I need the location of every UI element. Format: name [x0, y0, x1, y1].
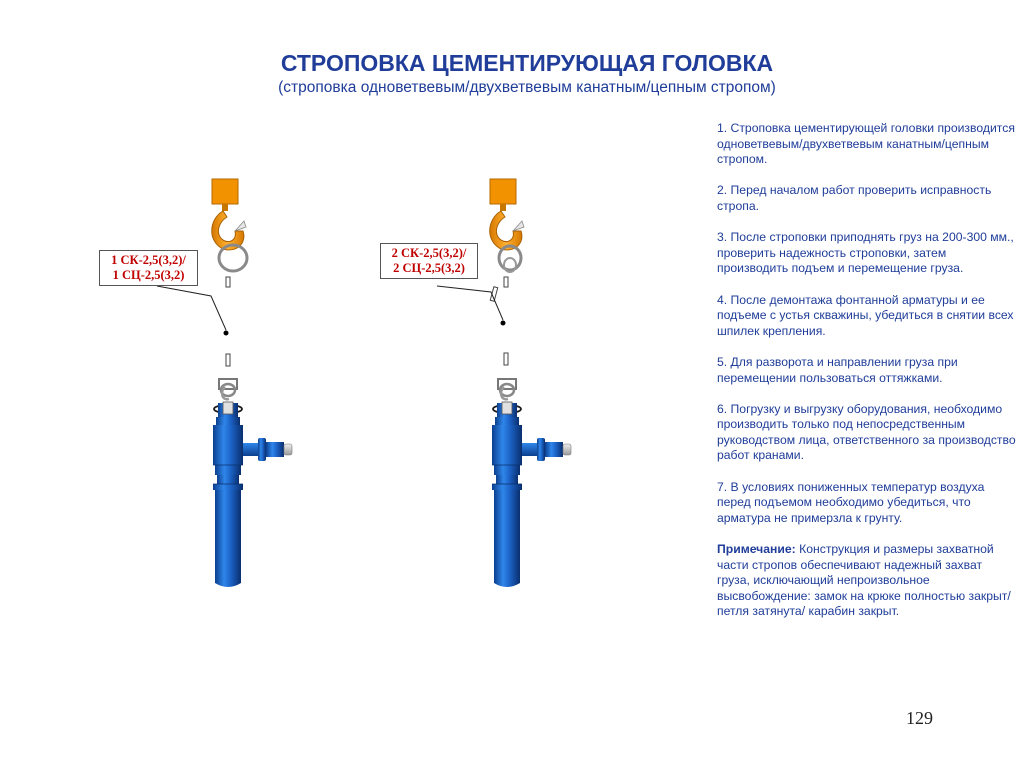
cementing-head-icon — [492, 379, 571, 587]
sling-label-1 — [99, 250, 198, 286]
instruction-item: 1. Строповка цементирующей головки производится одноветвевым/двухветвевым канатным/цепным стропом. — [717, 121, 1015, 167]
chain-link-icon — [226, 354, 230, 366]
cementing-head-icon — [213, 379, 292, 587]
figure-1-single-sling — [157, 179, 292, 587]
chain-link-icon — [226, 277, 230, 287]
figure-2-double-sling — [437, 179, 571, 587]
instruction-item: 4. После демонтажа фонтанной арматуры и ее подъеме с устья скважины, убедиться в снятии всех шпилек крепления. — [717, 292, 1014, 338]
sling-label-line: 1 СК-2,5(3,2)/ — [111, 253, 186, 267]
sling-label-line: 2 СЦ-2,5(3,2) — [393, 261, 465, 275]
crane-hook-icon — [212, 179, 246, 250]
note-paragraph — [717, 542, 1017, 620]
leader-dot — [224, 331, 229, 336]
label-leader-line — [157, 286, 226, 330]
instruction-item: 6. Погрузку и выгрузку оборудования, необходимо производить только под непосредственным руководством лица, ответственного за производство работ кранами. — [717, 401, 1016, 463]
crane-hook-icon — [490, 179, 524, 250]
instruction-item: 7. В условиях пониженных температур воздуха перед подъемом необходимо убедиться, что арматура не примерзла к грунту. — [717, 479, 985, 525]
page-number: 129 — [906, 708, 933, 728]
page-title: СТРОПОВКА ЦЕМЕНТИРУЮЩАЯ ГОЛОВКА — [280, 50, 774, 76]
sling-label-line: 1 СЦ-2,5(3,2) — [112, 268, 185, 282]
page-subtitle: (строповка одноветвевым/двухветвевым канатным/цепным стропом) — [278, 79, 776, 96]
note-label: Примечание: — [717, 542, 796, 557]
sling-label-line: 2 СК-2,5(3,2)/ — [391, 246, 467, 260]
leader-dot — [501, 321, 506, 326]
chain-link-icon — [504, 277, 508, 287]
instruction-item: 2. Перед началом работ проверить исправность стропа. — [717, 183, 992, 213]
sling-label-2 — [380, 243, 478, 279]
instruction-item: 3. После строповки приподнять груз на 200-300 мм., проверить надежность строповки, затем производить подъем и перемещение груза. — [717, 230, 1014, 276]
note-text: Конструкция и размеры захватной части стропов обеспечивают надежный захват груза, исключающий непроизвольное высвобождение: замок на крюке полностью закрыт/ петля затянута/ карабин закрыт. — [717, 542, 1011, 619]
instruction-item: 5. Для разворота и направлении груза при перемещении пользоваться оттяжками. — [717, 354, 958, 385]
instructions-list — [717, 121, 1017, 636]
chain-link-icon — [504, 353, 508, 365]
